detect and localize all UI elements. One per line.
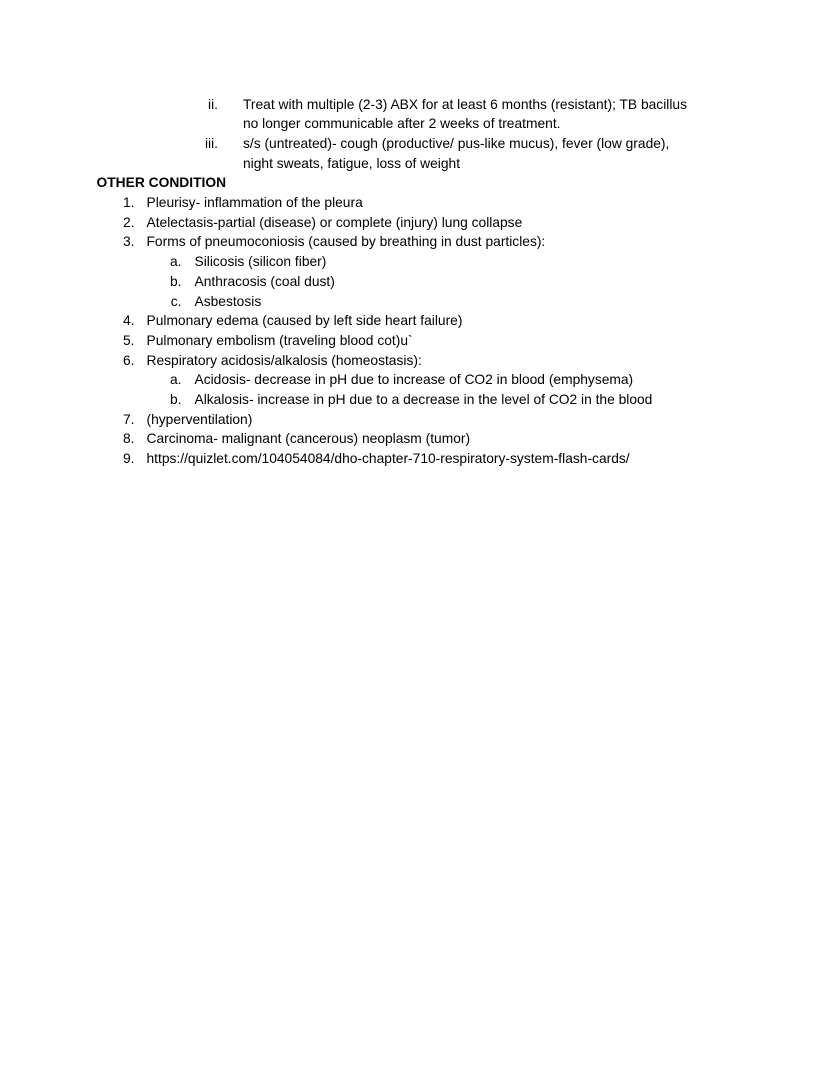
list-item-7 (0, 410, 828, 430)
list-item-5 (0, 331, 828, 351)
list-item-3b (0, 272, 828, 292)
list-item-text: Carcinoma- malignant (cancerous) neoplasm (tumor) (146, 431, 471, 447)
list-item-text: Respiratory acidosis/alkalosis (homeostasis): (146, 352, 422, 368)
list-marker: 2. (122, 214, 135, 230)
list-marker: 6. (122, 352, 135, 368)
list-item-1 (0, 193, 828, 213)
list-item-text-line: no longer communicable after 2 weeks of treatment. (243, 116, 561, 132)
document-content (0, 0, 828, 469)
list-marker: b. (169, 392, 182, 408)
list-item-9 (0, 449, 828, 469)
section-heading: OTHER CONDITION (96, 175, 227, 191)
list-item-8 (0, 429, 828, 449)
list-marker: b. (169, 273, 182, 289)
list-item-text-line: night sweats, fatigue, loss of weight (243, 155, 461, 171)
list-item-text-line: s/s (untreated)- cough (productive/ pus-like mucus), fever (low grade), (243, 135, 670, 151)
list-item-text: Pleurisy- inflammation of the pleura (146, 195, 363, 211)
list-item-3a (0, 252, 828, 272)
list-marker: 9. (122, 451, 135, 467)
list-marker: ii. (208, 96, 218, 112)
list-marker: 8. (122, 431, 135, 447)
list-item-text: Asbestosis (194, 293, 262, 309)
list-item-text: Acidosis- decrease in pH due to increase of CO2 in blood (emphysema) (194, 372, 634, 388)
list-item-text: Atelectasis-partial (disease) or complete (injury) lung collapse (146, 214, 523, 230)
list-item-4 (0, 311, 828, 331)
list-marker: c. (170, 293, 182, 309)
list-item-3c (0, 292, 828, 312)
list-item-text: Forms of pneumoconiosis (caused by breathing in dust particles): (146, 234, 546, 250)
list-marker: 1. (122, 195, 135, 211)
list-item-2 (0, 213, 828, 233)
list-marker: iii. (204, 135, 218, 151)
list-marker: 5. (122, 332, 135, 348)
list-item-text: Silicosis (silicon fiber) (194, 254, 327, 270)
list-marker: a. (169, 254, 182, 270)
list-marker: a. (169, 372, 182, 388)
list-item-text: Alkalosis- increase in pH due to a decrease in the level of CO2 in the blood (194, 392, 653, 408)
list-marker: 3. (122, 234, 135, 250)
list-item-roman-iii (0, 134, 828, 173)
list-item-6b (0, 390, 828, 410)
list-item-3 (0, 232, 828, 252)
list-item-6 (0, 351, 828, 371)
list-item-text: Pulmonary edema (caused by left side heart failure) (146, 313, 463, 329)
list-item-url-text: https://quizlet.com/104054084/dho-chapter-710-respiratory-system-flash-cards/ (146, 451, 630, 467)
list-item-roman-ii (0, 95, 828, 134)
list-item-6a (0, 370, 828, 390)
list-marker: 7. (122, 411, 135, 427)
list-item-text: Pulmonary embolism (traveling blood cot)u` (146, 332, 413, 348)
list-item-text: Anthracosis (coal dust) (194, 273, 335, 289)
list-item-text: (hyperventilation) (146, 411, 253, 427)
list-item-text-line: Treat with multiple (2-3) ABX for at least 6 months (resistant); TB bacillus (243, 96, 687, 112)
list-marker: 4. (122, 313, 135, 329)
